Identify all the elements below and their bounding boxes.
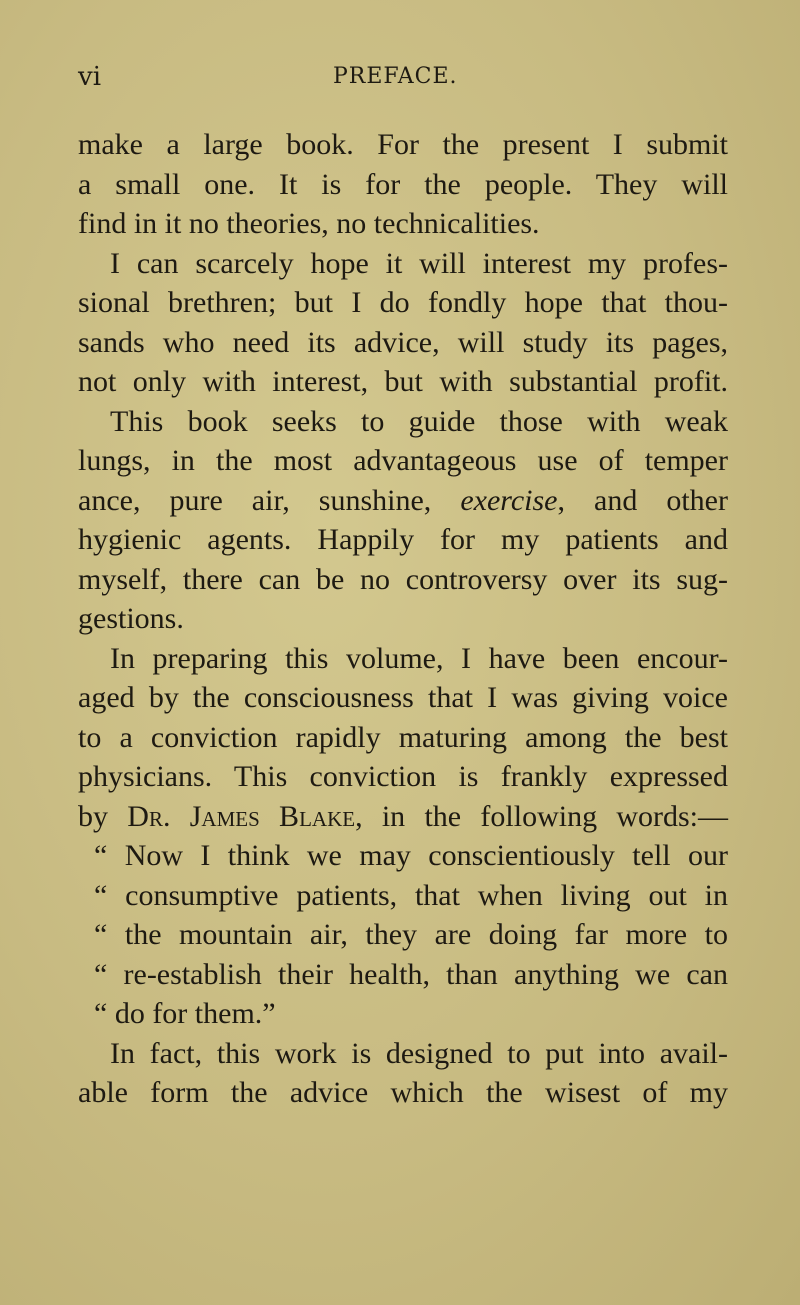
text-line: physicians. This conviction is frankly expressed [78,760,728,793]
text-line: myself, there can be no controversy over its sug- [78,562,728,596]
text-line: a small one. It is for the people. They will [78,167,728,201]
text-line [78,797,728,837]
text-line: gestions. [78,602,184,635]
text-line: able form the advice which the wisest of my [78,1076,728,1109]
text-line: In fact, this work is designed to put into avail- [110,1036,728,1070]
emphasized-word: exercise [460,483,558,517]
quote-line: “ do for them.” [94,997,276,1030]
quote-line: “ the mountain air, they are doing far more to [94,918,728,951]
text-segment: , in the following words:— [355,799,729,833]
text-line: find in it no theories, no technicalities. [78,207,540,240]
text-segment: ance, pure air, sunshine, [78,483,461,517]
text-line: In preparing this volume, I have been encour- [110,641,728,675]
author-name: Dr. James Blake [127,799,356,833]
text-line [78,481,728,521]
text-line: lungs, in the most advantageous use of temper [78,444,728,477]
text-line: I can scarcely hope it will interest my profes- [110,246,728,280]
page-header [78,62,728,92]
text-line: aged by the consciousness that I was giving voice [78,681,728,714]
text-segment: , and other [557,483,728,517]
text-line: This book seeks to guide those with weak [110,404,728,438]
text-line: sional brethren; but I do fondly hope that thou- [78,286,728,319]
text-segment: by [78,799,128,833]
body-text [78,125,728,1113]
quote-line: “ Now I think we may conscientiously tell our [94,839,728,872]
text-line: make a large book. For the present I submit [78,128,728,161]
text-line: not only with interest, but with substantial profit. [78,365,728,398]
text-line: sands who need its advice, will study its pages, [78,325,728,359]
running-title: PREFACE. [333,64,458,89]
page-number: vi [78,62,102,92]
quote-line: “ consumptive patients, that when living out in [94,878,728,912]
text-line: hygienic agents. Happily for my patients and [78,523,728,556]
text-line: to a conviction rapidly maturing among the best [78,720,728,754]
quote-line: “ re-establish their health, than anything we can [94,957,728,991]
